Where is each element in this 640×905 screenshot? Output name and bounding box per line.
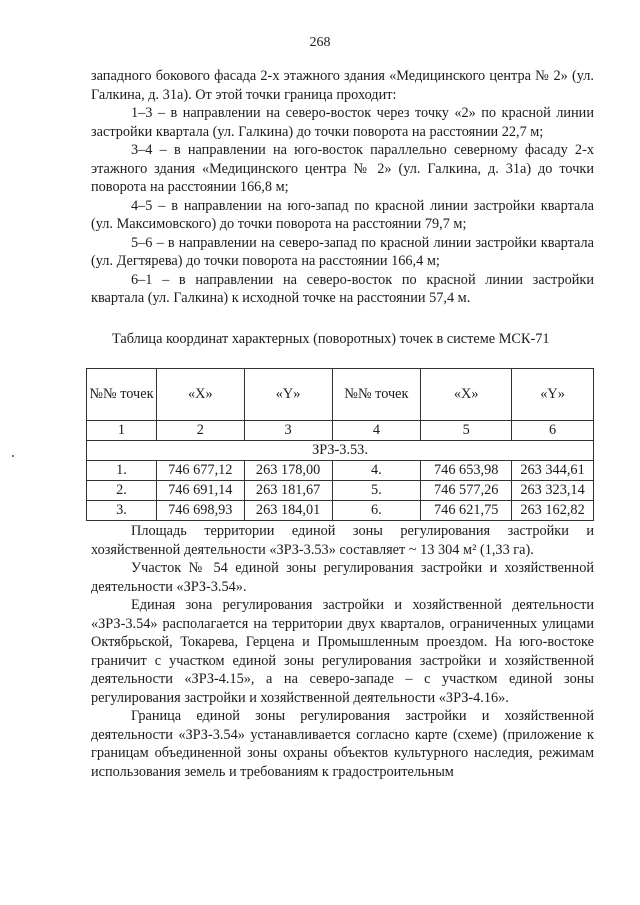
zone-row: [87, 441, 594, 461]
header-y: «Y»: [244, 369, 332, 421]
segment-5-6: 5–6 – в направлении на северо-запад по красной линии застройки квартала (ул. Дегтярева) до точки поворота на расстоянии 166,4 м;: [91, 234, 594, 269]
table-cell: 263 323,14: [512, 481, 594, 501]
zone-boundary-paragraph: Граница единой зоны регулирования застройки и хозяйственной деятельности «ЗРЗ-3.54» устанавливается согласно карте (схеме) (приложение к границам объединенной зоны охраны объектов культурного наследия, режимам использования земель и требованиям к градостроительным: [91, 708, 594, 780]
table-cell: 263 162,82: [512, 501, 594, 521]
column-number: 6: [512, 421, 594, 441]
column-number: 3: [244, 421, 332, 441]
table-cell: 746 691,14: [156, 481, 244, 501]
zone-label: ЗРЗ-3.53.: [87, 441, 594, 461]
table-cell: 6.: [332, 501, 421, 521]
coordinates-table: [86, 368, 594, 521]
header-y: «Y»: [512, 369, 594, 421]
column-number: 2: [156, 421, 244, 441]
table-cell: 3.: [87, 501, 157, 521]
table-row: [87, 501, 594, 521]
column-number: 5: [421, 421, 512, 441]
table-cell: 263 181,67: [244, 481, 332, 501]
table-caption: Таблица координат характерных (поворотных) точек в системе МСК-71: [112, 331, 550, 347]
segment-4-5: 4–5 – в направлении на юго-запад по красной линии застройки квартала (ул. Максимовского) до точки поворота на расстоянии 79,7 м;: [91, 197, 594, 232]
column-number: 1: [87, 421, 157, 441]
page-number: 268: [309, 35, 331, 50]
header-point-number: №№ точек: [87, 369, 157, 421]
table-cell: 263 184,01: [244, 501, 332, 521]
table-cell: 746 677,12: [156, 461, 244, 481]
boundary-description: [91, 67, 594, 308]
area-paragraph: Площадь территории единой зоны регулирования застройки и хозяйственной деятельности «ЗРЗ-3.53» составляет ~ 13 304 м² (1,33 га).: [91, 523, 594, 558]
table-header-row: [87, 369, 594, 421]
table-cell: 263 344,61: [512, 461, 594, 481]
segment-3-4: 3–4 – в направлении на юго-восток параллельно северному фасаду 2-х этажного здания «Медицинского центра № 2» (ул. Галкина, д. 31а) до точки поворота на расстоянии 166,8 м;: [91, 142, 594, 195]
table-cell: 746 698,93: [156, 501, 244, 521]
table-cell: 2.: [87, 481, 157, 501]
zone-location-paragraph: Единая зона регулирования застройки и хозяйственной деятельности «ЗРЗ-3.54» располагается на территории двух кварталов, ограниченных улицами Октябрьской, Токарева, Герцена и Промышленным проездом. На юго-востоке граничит с участком единой зоны регулирования застройки и хозяйственной деятельности «ЗРЗ-4.15», а на северо-западе – с участком единой зоны регулирования застройки и хозяйственной деятельности «ЗРЗ-4.16».: [91, 597, 594, 706]
header-x: «X»: [421, 369, 512, 421]
table-cell: 1.: [87, 461, 157, 481]
segment-6-1: 6–1 – в направлении на северо-восток по красной линии застройки квартала (ул. Галкина) к исходной точке на расстоянии 57,4 м.: [91, 271, 594, 306]
segment-1-3: 1–3 – в направлении на северо-восток через точку «2» по красной линии застройки квартала (ул. Галкина) до точки поворота на расстоянии 22,7 м;: [91, 105, 594, 140]
column-number: 4: [332, 421, 421, 441]
plot-54-heading: Участок № 54 единой зоны регулирования застройки и хозяйственной деятельности «ЗРЗ-3.54».: [91, 560, 594, 595]
table-cell: 5.: [332, 481, 421, 501]
table-row: [87, 481, 594, 501]
column-number-row: [87, 421, 594, 441]
header-point-number: №№ точек: [332, 369, 421, 421]
table-cell: 4.: [332, 461, 421, 481]
table-row: [87, 461, 594, 481]
zone-description: [91, 522, 594, 781]
table-cell: 746 577,26: [421, 481, 512, 501]
table-cell: 746 621,75: [421, 501, 512, 521]
intro-paragraph: западного бокового фасада 2-х этажного здания «Медицинского центра № 2» (ул. Галкина, д. 31а). От этой точки граница проходит:: [91, 68, 594, 103]
header-x: «X»: [156, 369, 244, 421]
margin-mark: [12, 455, 14, 457]
table-cell: 746 653,98: [421, 461, 512, 481]
table-cell: 263 178,00: [244, 461, 332, 481]
